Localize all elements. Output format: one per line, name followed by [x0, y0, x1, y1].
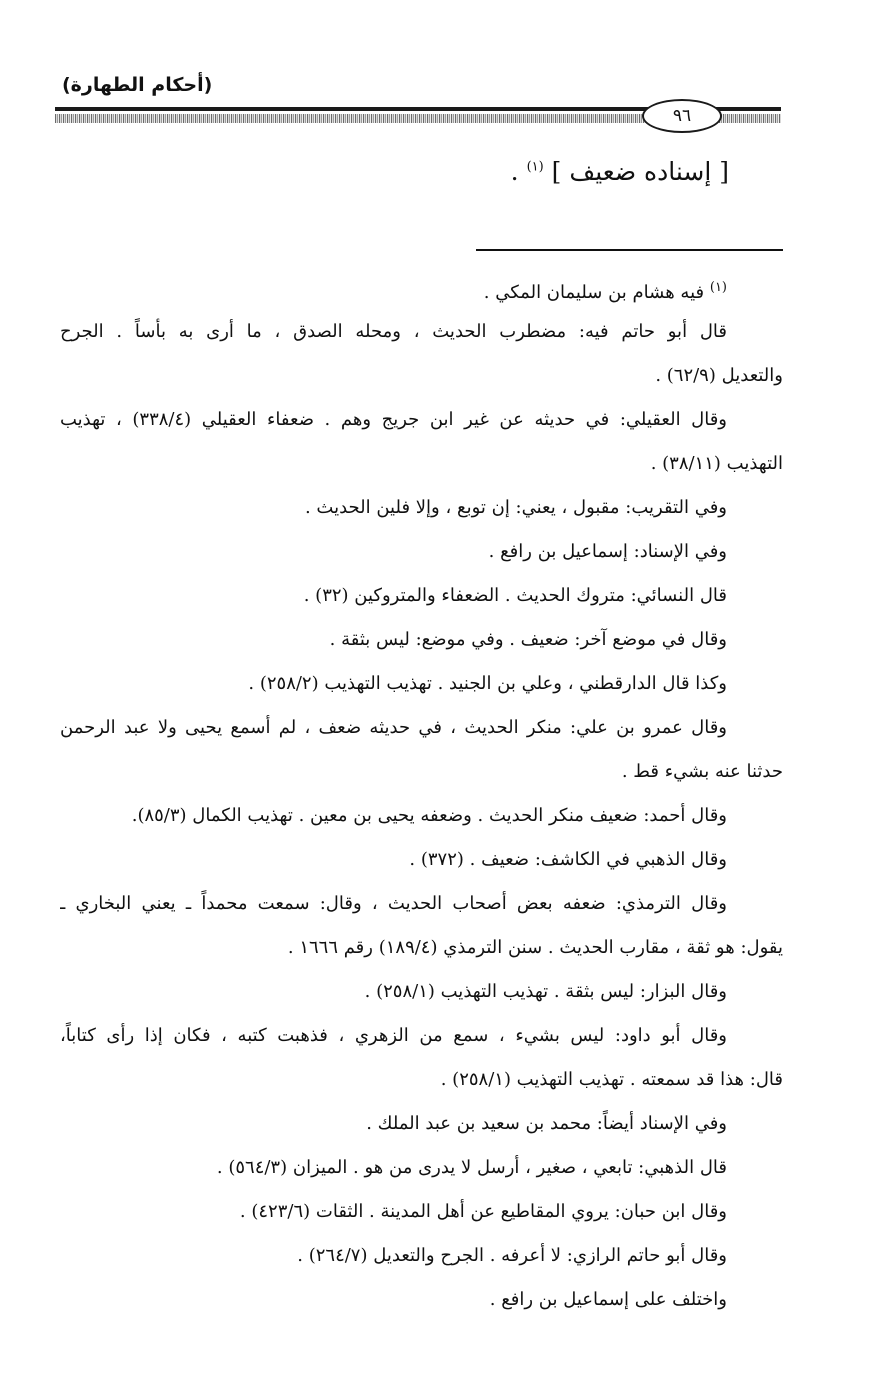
book-title: (أحكام الطهارة): [62, 74, 213, 96]
footnote-text: فيه هشام بن سليمان المكي .: [483, 282, 705, 303]
footnote-line: وكذا قال الدارقطني ، وعلي بن الجنيد . تهذيب التهذيب (٢٥٨/٢) .: [248, 673, 727, 694]
footnote-line: وقال عمرو بن علي: منكر الحديث ، في حديثه ضعف ، لم أسمع يحيى ولا عبد الرحمن: [60, 717, 727, 738]
footnote-number: (١): [709, 280, 727, 295]
footnote-line: التهذيب (٣٨/١١) .: [650, 453, 783, 474]
footnote-line: وفي التقريب: مقبول ، يعني: إن توبع ، وإلا فلين الحديث .: [304, 497, 727, 518]
main-text: [ إسناده ضعيف ]: [551, 157, 729, 186]
footnote-line: وقال أبو داود: ليس بشيء ، سمع من الزهري ، فذهبت كتبه ، فكان إذا رأى كتاباً،: [60, 1025, 727, 1046]
footnote-line: يقول: هو ثقة ، مقارب الحديث . سنن الترمذي (١٨٩/٤) رقم ١٦٦٦ .: [287, 937, 783, 958]
footnote-line: وفي الإسناد: إسماعيل بن رافع .: [488, 541, 727, 562]
footnote-reference: (١): [526, 159, 544, 175]
footnote-line: والتعديل (٦٢/٩) .: [655, 365, 783, 386]
footnote-line: وقال الذهبي في الكاشف: ضعيف . (٣٧٢) .: [409, 849, 727, 870]
footnote-line: وقال العقيلي: في حديثه عن غير ابن جريج وهم . ضعفاء العقيلي (٣٣٨/٤) ، تهذيب: [60, 409, 727, 430]
footnote-line: وقال الترمذي: ضعفه بعض أصحاب الحديث ، وقال: سمعت محمداً ـ يعني البخاري ـ: [60, 893, 727, 914]
footnote-separator: [476, 249, 783, 251]
footnote-line: قال النسائي: متروك الحديث . الضعفاء والمتروكين (٣٢) .: [303, 585, 727, 606]
footnote-line: وقال البزار: ليس بثقة . تهذيب التهذيب (٢٥٨/١) .: [364, 981, 727, 1002]
footnote-line: وقال في موضع آخر: ضعيف . وفي موضع: ليس بثقة .: [329, 629, 727, 650]
main-text-period: .: [510, 157, 519, 186]
footnotes: [60, 266, 783, 1322]
page-number: ٩٦: [642, 99, 722, 133]
footnote-line: وفي الإسناد أيضاً: محمد بن سعيد بن عبد الملك .: [366, 1113, 727, 1134]
footnote-line: واختلف على إسماعيل بن رافع .: [489, 1289, 727, 1310]
footnote-line: قال أبو حاتم فيه: مضطرب الحديث ، ومحله الصدق ، ما أرى به بأساً . الجرح: [60, 321, 727, 342]
footnote-line: قال الذهبي: تابعي ، صغير ، أرسل لا يدرى من هو . الميزان (٥٦٤/٣) .: [216, 1157, 727, 1178]
footnote-line: وقال أبو حاتم الرازي: لا أعرفه . الجرح والتعديل (٢٦٤/٧) .: [297, 1245, 727, 1266]
footnote-line: [60, 266, 783, 310]
footnote-line: حدثنا عنه بشيء قط .: [621, 761, 783, 782]
footnote-line: قال: هذا قد سمعته . تهذيب التهذيب (٢٥٨/١) .: [440, 1069, 783, 1090]
main-text-line: [511, 157, 729, 186]
footnote-line: وقال أحمد: ضعيف منكر الحديث . وضعفه يحيى بن معين . تهذيب الكمال (٨٥/٣).: [131, 805, 727, 826]
footnote-line: وقال ابن حبان: يروي المقاطيع عن أهل المدينة . الثقات (٤٢٣/٦) .: [239, 1201, 727, 1222]
